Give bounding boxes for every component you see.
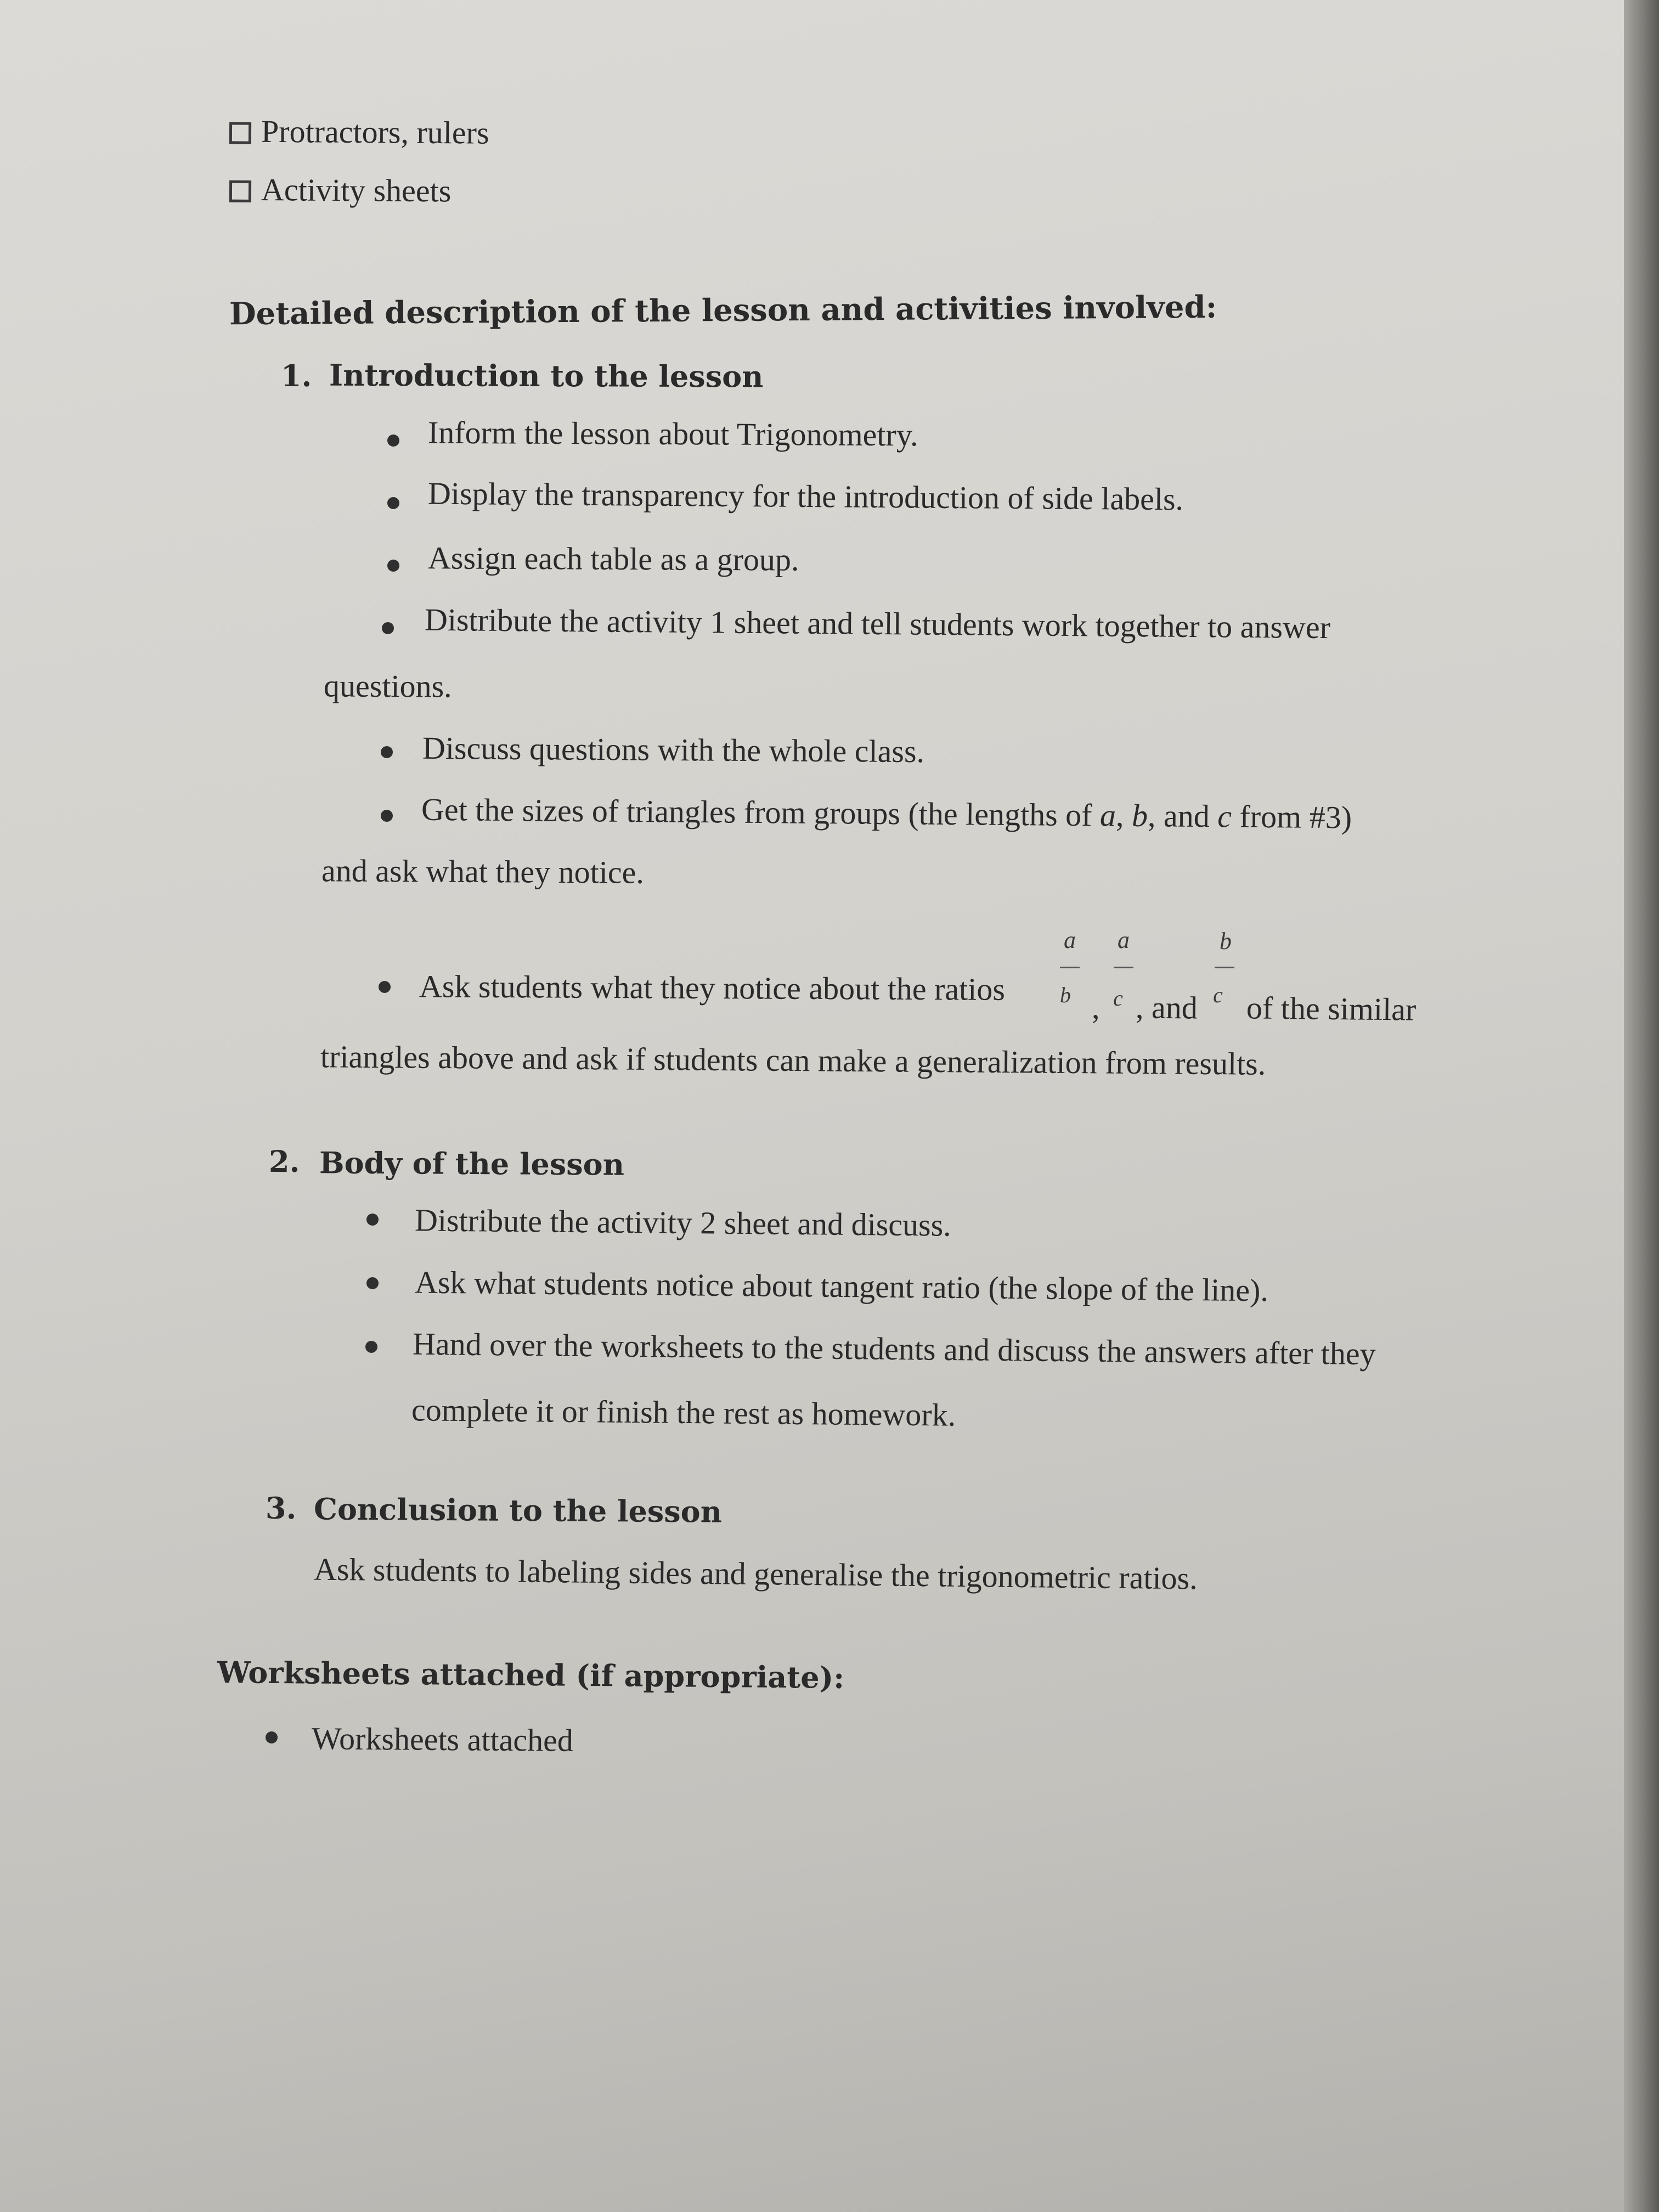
list-item: Ask what students notice about tangent ratio (the slope of the line). — [414, 1264, 1269, 1308]
ratio-denominator: c — [1213, 983, 1223, 1007]
section-title: Introduction to the lesson — [329, 357, 764, 394]
checklist-label: Protractors, rulers — [261, 113, 489, 151]
bullet-icon — [381, 810, 393, 822]
checklist-item — [229, 115, 489, 149]
separator: , — [1092, 990, 1100, 1025]
section-body: Ask students to labeling sides and generalise the trigonometric ratios. — [313, 1551, 1198, 1596]
separator: , and — [1147, 798, 1210, 834]
list-item: Inform the lesson about Trigonometry. — [427, 414, 918, 453]
variable: b — [1131, 797, 1148, 834]
checkbox-icon — [229, 122, 251, 144]
list-item-tail: of the similar — [1246, 990, 1417, 1028]
list-item: Assign each table as a group. — [427, 540, 799, 578]
list-item-text: Get the sizes of triangles from groups (the lengths of — [421, 791, 1092, 833]
list-item: Display the transparency for the introduction of side labels. — [427, 475, 1184, 517]
list-item-continuation: triangles above and ask if students can make a generalization from results. — [320, 1039, 1266, 1082]
bullet-icon — [366, 1277, 379, 1289]
bullet-icon — [387, 435, 399, 447]
section-title: Conclusion to the lesson — [313, 1491, 723, 1530]
checklist-label: Activity sheets — [261, 171, 452, 209]
ratio-denominator: c — [1113, 986, 1123, 1011]
ratio-numerator: a — [1118, 927, 1130, 953]
bullet-icon — [381, 746, 393, 758]
description-heading: Detailed description of the lesson and activities involved: — [229, 289, 1217, 332]
fraction-bar — [1215, 967, 1234, 968]
ratio-numerator: b — [1220, 928, 1232, 955]
list-item: Ask students what they notice about the ratios — [419, 968, 1006, 1007]
ratio-numerator: a — [1064, 927, 1076, 953]
bullet-icon — [366, 1214, 379, 1226]
list-item-continuation: and ask what they notice. — [321, 853, 645, 890]
bullet-icon — [387, 560, 399, 572]
list-item: Distribute the activity 1 sheet and tell students work together to answer — [424, 601, 1331, 646]
bullet-icon — [365, 1341, 377, 1353]
checkbox-icon — [229, 180, 251, 202]
page-edge-shadow — [1624, 0, 1659, 2212]
bullet-icon — [266, 1731, 278, 1743]
list-item: Distribute the activity 2 sheet and discuss. — [414, 1202, 952, 1243]
list-item-continuation: complete it or finish the rest as homework. — [411, 1392, 956, 1433]
list-item-continuation: questions. — [323, 668, 452, 704]
fraction-bar — [1060, 967, 1080, 968]
list-item — [421, 791, 1352, 836]
list-item-tail: from #3) — [1239, 798, 1352, 836]
variable: c — [1217, 798, 1232, 834]
list-item: Discuss questions with the whole class. — [422, 730, 925, 770]
worksheets-heading: Worksheets attached (if appropriate): — [217, 1655, 845, 1695]
fraction-bar — [1114, 967, 1133, 968]
list-item: Hand over the worksheets to the students and discuss the answers after they — [412, 1325, 1376, 1372]
bullet-icon — [382, 622, 394, 634]
bullet-icon — [387, 497, 399, 509]
list-item: Worksheets attached — [311, 1720, 574, 1758]
ratio-denominator: b — [1060, 983, 1071, 1007]
separator: , — [1115, 797, 1124, 833]
section-number: 2. — [268, 1143, 300, 1180]
section-title: Body of the lesson — [319, 1145, 625, 1182]
bullet-icon — [379, 981, 391, 993]
section-number: 1. — [280, 358, 312, 394]
section-number: 3. — [265, 1490, 297, 1526]
checklist-item — [229, 171, 452, 209]
variable: a — [1099, 797, 1116, 833]
separator: , and — [1135, 989, 1198, 1026]
